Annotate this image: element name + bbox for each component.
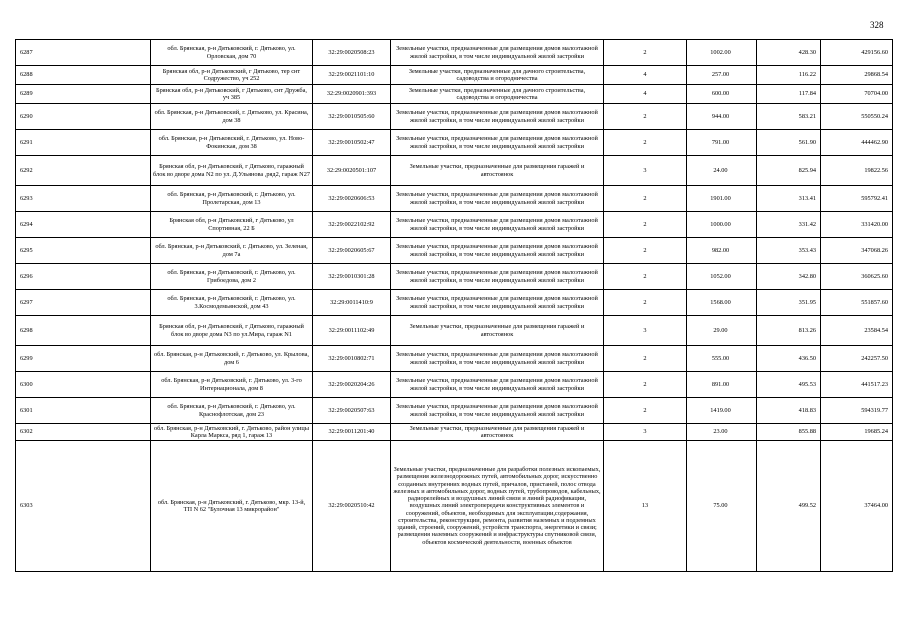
area-cell: 24.00 [687,156,757,186]
unit-value-cell: 418.83 [757,398,821,424]
land-use-cell: Земельные участки, предназначенные для размещения домов малоэтажной жилой застройки, в том числе индивидуальной жилой застройки [391,290,604,316]
cadastral-value-table [15,39,893,572]
cadastral-number-cell: 32:29:0020501:107 [313,156,391,186]
row-number: 6291 [16,130,151,156]
land-use-cell: Земельные участки, предназначенные для дачного строительства, садоводства и огородничества [391,66,604,85]
area-cell: 1419.00 [687,398,757,424]
land-use-cell: Земельные участки, предназначенные для размещения домов малоэтажной жилой застройки, в том числе индивидуальной жилой застройки [391,372,604,398]
address-cell: Брянская обл, р-н Дятьковский, г Дятьково, тер снт Содружество, уч 252 [151,66,313,85]
area-cell: 75.00 [687,441,757,572]
table-row [16,316,893,346]
cadastral-number-cell: 32:29:0010802:71 [313,346,391,372]
cadastral-number-cell: 32:29:0020204:26 [313,372,391,398]
row-number: 6290 [16,104,151,130]
cadastral-number-cell: 32:29:0010301:28 [313,264,391,290]
land-use-cell: Земельные участки, предназначенные для размещения домов малоэтажной жилой застройки, в том числе индивидуальной жилой застройки [391,212,604,238]
cadastral-value-cell: 242257.50 [821,346,893,372]
cadastral-number-cell: 32:29:0011201:40 [313,424,391,441]
unit-value-cell: 825.94 [757,156,821,186]
area-cell: 257.00 [687,66,757,85]
cadastral-number-cell: 32:29:0010502:47 [313,130,391,156]
table-row [16,40,893,66]
row-number: 6297 [16,290,151,316]
area-cell: 29.00 [687,316,757,346]
land-use-cell: Земельные участки, предназначенные для разработки полезных ископаемых, размещения железнодорожных путей, автомобильных дорог, искусственно созданных внутренних водных путей, причалов, пристаней, полос отвода железных и автомобильных дорог, водных путей, трубопроводов, кабельных, радиорелейных и воздушных линий связи и линий радиофикации, воздушных линий электропередачи конструктивных элементов и сооружений, объектов, необходимых для эксплуатации,содержания, строительства, реконструкции, ремонта, развития наземных и подземных зданий, строений, сооружений, устройств транспорта, энергетики и связи; размещения наземных сооружений и инфраструктуры спутниковой связи, объектов космической деятельности, военных объектов [391,441,604,572]
address-cell: обл. Брянская, р-н Дятьковский, г. Дятьково, район улицы Карла Маркса, ряд 1, гараж 13 [151,424,313,441]
land-use-cell: Земельные участки, предназначенные для размещения домов малоэтажной жилой застройки, в том числе индивидуальной жилой застройки [391,40,604,66]
address-cell: обл. Брянская, р-н Дятьковский, г. Дятьково, ул. 3-го Интернационала, дом 8 [151,372,313,398]
group-code-cell: 13 [604,441,687,572]
unit-value-cell: 583.21 [757,104,821,130]
land-use-cell: Земельные участки, предназначенные для размещения гаражей и автостоянок [391,156,604,186]
table-row [16,441,893,572]
row-number: 6301 [16,398,151,424]
group-code-cell: 2 [604,372,687,398]
row-number: 6300 [16,372,151,398]
group-code-cell: 2 [604,40,687,66]
land-use-cell: Земельные участки, предназначенные для дачного строительства, садоводства и огородничества [391,85,604,104]
group-code-cell: 2 [604,290,687,316]
cadastral-number-cell: 32:29:0011410:9 [313,290,391,316]
cadastral-number-cell: 32:29:0020510:42 [313,441,391,572]
table-row [16,372,893,398]
address-cell: обл. Брянская, р-н Дятьковский, г. Дятьково, ул. Грибоедова, дом 2 [151,264,313,290]
group-code-cell: 2 [604,346,687,372]
table-row [16,186,893,212]
cadastral-number-cell: 32:29:0020507:63 [313,398,391,424]
row-number: 6294 [16,212,151,238]
address-cell: обл. Брянская, р-н Дятьковский, г. Дятьково, ул. Пролетарская, дом 13 [151,186,313,212]
address-cell: обл. Брянская, р-н Дятьковский, г. Дятьково, ул. Красина, дом 38 [151,104,313,130]
cadastral-number-cell: 32:29:0020605:67 [313,238,391,264]
address-cell: Брянская обл, р-н Дятьковский, г Дятьково, гаражный блок во дворе дома N2 по ул. Д.Ульянова ,ряд2, гараж N27 [151,156,313,186]
row-number: 6303 [16,441,151,572]
row-number: 6289 [16,85,151,104]
group-code-cell: 2 [604,186,687,212]
cadastral-value-cell: 360625.60 [821,264,893,290]
row-number: 6298 [16,316,151,346]
group-code-cell: 3 [604,424,687,441]
address-cell: Брянская обл, р-н Дятьковский, г Дятьково, ул Спортивная, 22 Б [151,212,313,238]
area-cell: 982.00 [687,238,757,264]
group-code-cell: 2 [604,238,687,264]
cadastral-number-cell: 32:29:0010505:60 [313,104,391,130]
row-number: 6302 [16,424,151,441]
area-cell: 791.00 [687,130,757,156]
cadastral-value-cell: 551857.60 [821,290,893,316]
address-cell: обл. Брянская, р-н Дятьковский, г. Дятьково, ул. 3.Космодемьянской, дом 43 [151,290,313,316]
table-row [16,130,893,156]
unit-value-cell: 342.80 [757,264,821,290]
area-cell: 555.00 [687,346,757,372]
land-use-cell: Земельные участки, предназначенные для размещения домов малоэтажной жилой застройки, в том числе индивидуальной жилой застройки [391,186,604,212]
cadastral-number-cell: 32:29:0020606:53 [313,186,391,212]
address-cell: обл. Брянская, р-н Дятьковский, г. Дятьково, ул. Зеленая, дом 7а [151,238,313,264]
row-number: 6293 [16,186,151,212]
row-number: 6287 [16,40,151,66]
cadastral-value-cell: 23584.54 [821,316,893,346]
table-row [16,290,893,316]
land-use-cell: Земельные участки, предназначенные для размещения гаражей и автостоянок [391,424,604,441]
table-row [16,398,893,424]
land-use-cell: Земельные участки, предназначенные для размещения домов малоэтажной жилой застройки, в том числе индивидуальной жилой застройки [391,104,604,130]
area-cell: 944.00 [687,104,757,130]
unit-value-cell: 813.26 [757,316,821,346]
area-cell: 600.00 [687,85,757,104]
table-row [16,85,893,104]
unit-value-cell: 313.41 [757,186,821,212]
address-cell: обл. Брянская, р-н Дятьковский, г. Дятьково, ул. Крылова, дом 6 [151,346,313,372]
table-row [16,424,893,441]
area-cell: 891.00 [687,372,757,398]
land-use-cell: Земельные участки, предназначенные для размещения домов малоэтажной жилой застройки, в том числе индивидуальной жилой застройки [391,130,604,156]
table-row [16,66,893,85]
cadastral-number-cell: 32:29:0021101:10 [313,66,391,85]
group-code-cell: 2 [604,398,687,424]
unit-value-cell: 495.53 [757,372,821,398]
unit-value-cell: 353.43 [757,238,821,264]
land-use-cell: Земельные участки, предназначенные для размещения домов малоэтажной жилой застройки, в том числе индивидуальной жилой застройки [391,398,604,424]
cadastral-value-cell: 37464.00 [821,441,893,572]
address-cell: обл. Брянская, р-н Дятьковский, г. Дятьково, ул. Краснофлотская, дом 23 [151,398,313,424]
table-row [16,238,893,264]
table-row [16,104,893,130]
address-cell: обл. Брянская, р-н Дятьковский, г. Дятьково, ул. Ново-Фокинская, дом 38 [151,130,313,156]
cadastral-number-cell: 32:29:0020508:23 [313,40,391,66]
address-cell: обл. Брянская, р-н Дятьковский, г. Дятьково, ул. Орловская, дом 70 [151,40,313,66]
cadastral-value-cell: 70704.00 [821,85,893,104]
table-row [16,346,893,372]
land-use-cell: Земельные участки, предназначенные для размещения гаражей и автостоянок [391,316,604,346]
cadastral-value-cell: 441517.23 [821,372,893,398]
table-row [16,264,893,290]
unit-value-cell: 331.42 [757,212,821,238]
address-cell: Брянская обл, р-н Дятьковский, г Дятьково, снт Дружба, уч 385 [151,85,313,104]
land-use-cell: Земельные участки, предназначенные для размещения домов малоэтажной жилой застройки, в том числе индивидуальной жилой застройки [391,238,604,264]
cadastral-number-cell: 32:29:0022102:92 [313,212,391,238]
unit-value-cell: 499.52 [757,441,821,572]
group-code-cell: 2 [604,104,687,130]
unit-value-cell: 351.95 [757,290,821,316]
row-number: 6292 [16,156,151,186]
unit-value-cell: 436.50 [757,346,821,372]
unit-value-cell: 561.90 [757,130,821,156]
area-cell: 23.00 [687,424,757,441]
group-code-cell: 3 [604,156,687,186]
area-cell: 1568.00 [687,290,757,316]
table-row [16,212,893,238]
page-number: 328 [870,20,884,30]
cadastral-value-cell: 429156.60 [821,40,893,66]
cadastral-number-cell: 32:29:0011102:49 [313,316,391,346]
cadastral-value-cell: 19685.24 [821,424,893,441]
cadastral-value-cell: 347068.26 [821,238,893,264]
unit-value-cell: 116.22 [757,66,821,85]
cadastral-value-cell: 550550.24 [821,104,893,130]
table-body [16,40,893,572]
cadastral-value-cell: 29868.54 [821,66,893,85]
row-number: 6295 [16,238,151,264]
cadastral-value-cell: 19822.56 [821,156,893,186]
area-cell: 1901.00 [687,186,757,212]
cadastral-value-cell: 444462.90 [821,130,893,156]
land-use-cell: Земельные участки, предназначенные для размещения домов малоэтажной жилой застройки, в том числе индивидуальной жилой застройки [391,264,604,290]
row-number: 6299 [16,346,151,372]
table-row [16,156,893,186]
group-code-cell: 3 [604,316,687,346]
cadastral-value-cell: 595792.41 [821,186,893,212]
row-number: 6288 [16,66,151,85]
group-code-cell: 2 [604,212,687,238]
cadastral-value-cell: 331420.00 [821,212,893,238]
row-number: 6296 [16,264,151,290]
unit-value-cell: 428.30 [757,40,821,66]
unit-value-cell: 117.84 [757,85,821,104]
cadastral-value-cell: 594319.77 [821,398,893,424]
address-cell: Брянская обл, р-н Дятьковский, г Дятьково, гаражный блок во дворе дома N3 по ул.Мира, гараж N1 [151,316,313,346]
area-cell: 1052.00 [687,264,757,290]
land-use-cell: Земельные участки, предназначенные для размещения домов малоэтажной жилой застройки, в том числе индивидуальной жилой застройки [391,346,604,372]
cadastral-number-cell: 32:29:0020901:393 [313,85,391,104]
group-code-cell: 2 [604,264,687,290]
address-cell: обл. Брянская, р-н Дятьковский, г. Дятьково, мкр. 13-й, ТП N 62 "Булочная 13 микрорайон" [151,441,313,572]
group-code-cell: 4 [604,85,687,104]
group-code-cell: 4 [604,66,687,85]
area-cell: 1000.00 [687,212,757,238]
group-code-cell: 2 [604,130,687,156]
area-cell: 1002.00 [687,40,757,66]
unit-value-cell: 855.88 [757,424,821,441]
